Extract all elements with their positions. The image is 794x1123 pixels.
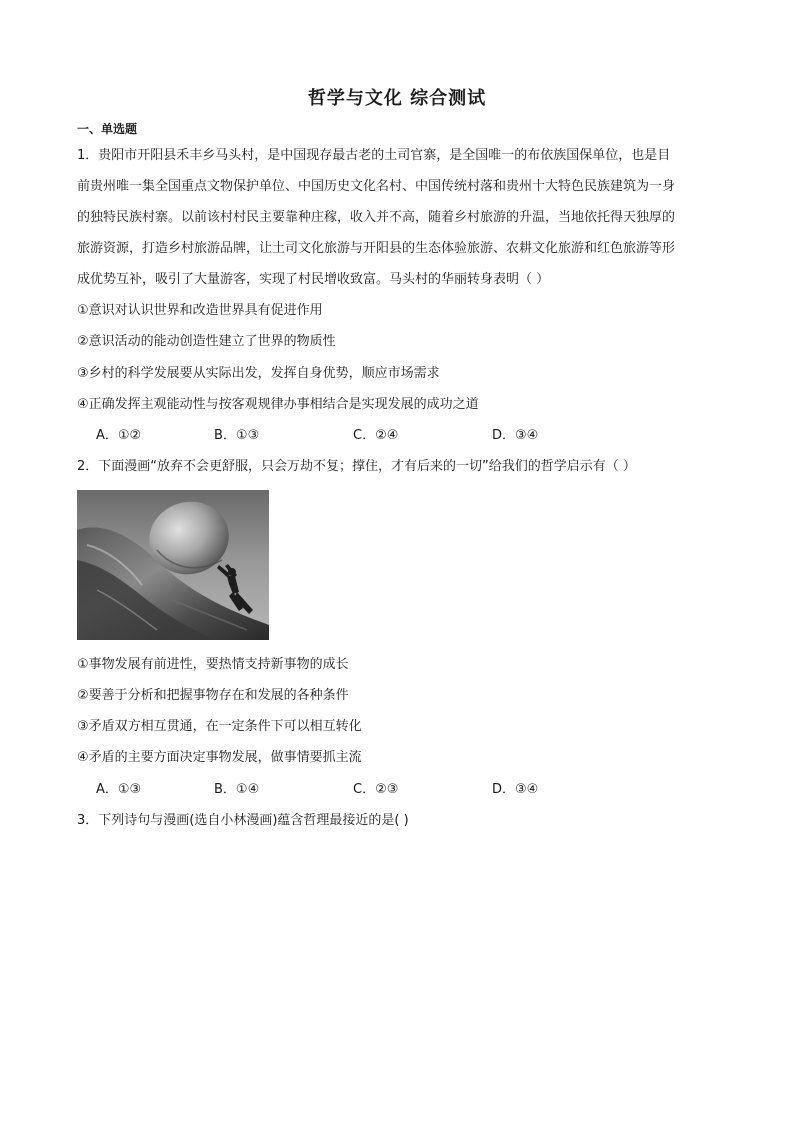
man-pushing-boulder-uphill-photo — [77, 490, 269, 640]
q1-option-a[interactable]: A．①② — [96, 428, 142, 443]
q2-statement: ④矛盾的主要方面决定事物发展，做事情要抓主流 — [77, 750, 362, 765]
q3-stem-line: 3．下列诗句与漫画(选自小林漫画)蕴含哲理最接近的是( ) — [77, 813, 409, 828]
q2-option-a[interactable]: A．①③ — [96, 782, 142, 797]
q2-option-b[interactable]: B．①④ — [214, 782, 260, 797]
q1-statement: ③乡村的科学发展要从实际出发，发挥自身优势，顺应市场需求 — [77, 366, 440, 381]
q1-statement: ①意识对认识世界和改造世界具有促进作用 — [77, 303, 323, 318]
q2-statement: ②要善于分析和把握事物存在和发展的各种条件 — [77, 688, 349, 703]
q1-statement: ④正确发挥主观能动性与按客观规律办事相结合是实现发展的成功之道 — [77, 397, 479, 412]
q1-option-c[interactable]: C．②④ — [353, 428, 399, 443]
q1-stem-line: 前贵州唯一集全国重点文物保护单位、中国历史文化名村、中国传统村落和贵州十大特色民族建筑为一身 — [77, 179, 676, 194]
q1-option-b[interactable]: B．①③ — [214, 428, 260, 443]
q1-statement: ②意识活动的能动创造性建立了世界的物质性 — [77, 334, 336, 349]
q2-option-c[interactable]: C．②③ — [353, 782, 399, 797]
q1-stem-line: 成优势互补，吸引了大量游客，实现了村民增收致富。马头村的华丽转身表明（ ） — [77, 272, 550, 287]
q2-statement: ③矛盾双方相互贯通，在一定条件下可以相互转化 — [77, 719, 362, 734]
q2-statement: ①事物发展有前进性，要热情支持新事物的成长 — [77, 657, 349, 672]
q1-stem-line: 旅游资源，打造乡村旅游品牌，让土司文化旅游与开阳县的生态体验旅游、农耕文化旅游和红色旅游等形 — [77, 241, 676, 256]
q2-option-d[interactable]: D．③④ — [492, 782, 539, 797]
q1-stem-line: 1．贵阳市开阳县禾丰乡马头村，是中国现存最古老的土司官寨，是全国唯一的布依族国保单位，也是目 — [77, 148, 671, 163]
boulder-illustration — [77, 490, 269, 640]
q1-option-d[interactable]: D．③④ — [492, 428, 539, 443]
q1-stem-line: 的独特民族村寨。以前该村村民主要靠种庄稼，收入并不高，随着乡村旅游的升温，当地依托得天独厚的 — [77, 210, 676, 225]
page-title: 哲学与文化 综合测试 — [307, 88, 487, 109]
q2-stem-line: 2．下面漫画“放弃不会更舒服，只会万劫不复；撑住，才有后来的一切”给我们的哲学启示有（ ） — [77, 459, 636, 474]
section-heading: 一、单选题 — [77, 122, 138, 136]
